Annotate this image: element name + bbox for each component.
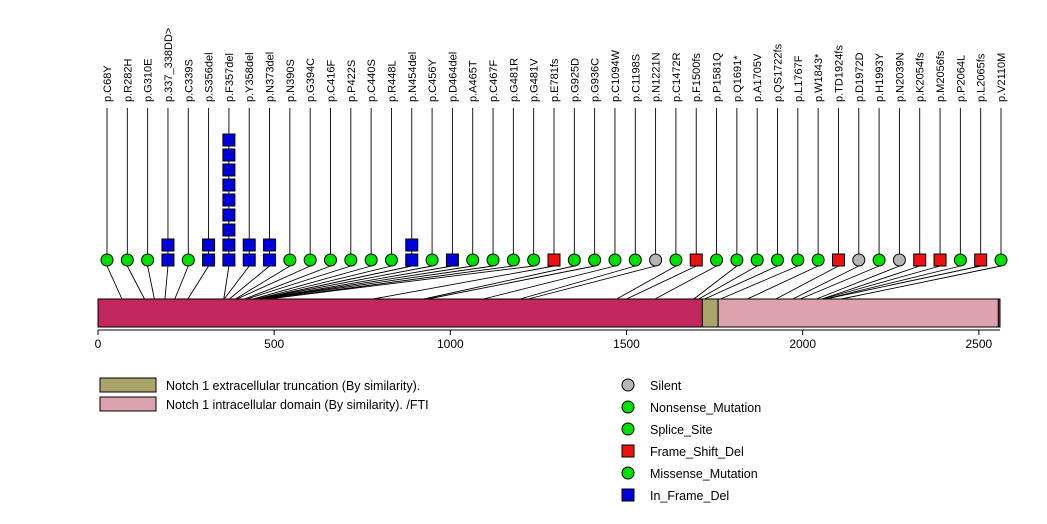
mutation-glyph-square[interactable] — [243, 239, 255, 251]
mutation-label: p.R448L — [386, 60, 399, 102]
mutation-label: p.P2064L — [955, 54, 968, 102]
mutation-glyph-circle[interactable] — [325, 254, 337, 266]
mutation-glyph-circle[interactable] — [670, 254, 682, 266]
mutation-glyph-square[interactable] — [406, 254, 418, 266]
mutation-glyph-square[interactable] — [406, 239, 418, 251]
x-axis-tick-label: 0 — [94, 337, 102, 351]
mutation-glyph-circle[interactable] — [792, 254, 804, 266]
mutation-label: p.L2065fs — [975, 53, 988, 102]
x-axis-tick-label: 1500 — [613, 337, 640, 351]
mutation-label: p.L1767F — [792, 55, 805, 102]
mutation-label: p.C416F — [325, 59, 338, 102]
mutation-glyph-square[interactable] — [223, 224, 235, 236]
mutation-label: p.P422S — [345, 59, 358, 102]
legend-mutation-swatch[interactable] — [622, 401, 634, 413]
mutation-glyph-square[interactable] — [162, 239, 174, 251]
mutation-label: p.C456Y — [427, 59, 440, 102]
mutation-glyph-circle[interactable] — [528, 254, 540, 266]
mutation-label: p.F1500fs — [691, 53, 704, 102]
mutation-label: p.N1221N — [650, 52, 663, 102]
mutation-label: p.K2054fs — [914, 52, 927, 102]
mutation-glyph-circle[interactable] — [772, 254, 784, 266]
mutation-marker-group[interactable] — [162, 28, 175, 299]
mutation-label: p.F357del — [223, 53, 236, 102]
mutation-connector — [175, 266, 188, 299]
legend-mutation-swatch[interactable] — [622, 467, 634, 479]
mutation-label: p.N390S — [284, 59, 297, 102]
mutation-label: p.H1993Y — [874, 53, 887, 102]
mutation-label: p.N373del — [264, 51, 277, 102]
mutation-glyph-square[interactable] — [223, 239, 235, 251]
mutation-label: p.D464del — [447, 51, 460, 102]
mutation-glyph-circle[interactable] — [711, 254, 723, 266]
legend-mutation-swatch[interactable] — [622, 379, 634, 391]
x-axis-tick-label: 2500 — [965, 337, 993, 351]
mutation-glyph-circle[interactable] — [995, 254, 1007, 266]
mutation-label: p.P1581Q — [711, 52, 724, 102]
legend-domain-swatch[interactable] — [100, 397, 156, 411]
legend-mutation-swatch[interactable] — [622, 489, 634, 501]
mutation-connector — [428, 266, 595, 299]
mutation-label: p.W1843* — [813, 53, 826, 102]
mutation-connector — [825, 266, 960, 299]
legend-mutation-label: Missense_Mutation — [650, 467, 758, 481]
mutation-label: p.QS1722fs — [772, 43, 785, 102]
mutation-glyph-circle[interactable] — [731, 254, 743, 266]
legend-mutation-label: Splice_Site — [650, 423, 713, 437]
mutation-label: p.N2039N — [894, 52, 907, 102]
mutation-glyph-square[interactable] — [934, 254, 946, 266]
mutation-label: p.S356del — [203, 52, 216, 102]
mutation-connector — [520, 266, 635, 299]
mutation-marker-group[interactable] — [776, 45, 846, 299]
mutation-glyph-circle[interactable] — [751, 254, 763, 266]
mutation-glyph-square[interactable] — [690, 254, 702, 266]
mutation-label: p.Q1691* — [731, 55, 744, 102]
mutation-glyph-square[interactable] — [223, 209, 235, 221]
mutation-marker-group[interactable] — [655, 52, 723, 299]
mutation-label: p.G481V — [528, 58, 541, 102]
mutation-connector — [617, 266, 676, 299]
legend-mutation-label: Silent — [650, 379, 682, 393]
mutation-connector — [253, 266, 371, 299]
mutation-connector — [259, 266, 432, 299]
mutation-glyph-circle[interactable] — [629, 254, 641, 266]
mutation-glyph-square[interactable] — [975, 254, 987, 266]
mutation-label: p.G925D — [569, 57, 582, 102]
mutation-glyph-square[interactable] — [914, 254, 926, 266]
mutation-glyph-square[interactable] — [223, 194, 235, 206]
mutation-connector — [165, 266, 168, 299]
protein-domain-0[interactable] — [702, 299, 718, 327]
mutation-label: p.TD1924fs — [833, 45, 846, 102]
mutation-glyph-square[interactable] — [548, 254, 560, 266]
mutation-label: p.V2110M — [996, 52, 1008, 102]
mutation-glyph-square[interactable] — [832, 254, 844, 266]
mutation-label: p.Y358del — [244, 52, 257, 102]
mutation-label: p.C467F — [488, 59, 501, 102]
mutation-connector — [256, 266, 392, 299]
mutation-glyph-square[interactable] — [203, 254, 215, 266]
mutation-label: p.E781fs — [549, 58, 561, 102]
legend-domain-label: Notch 1 extracellular truncation (By similarity). — [166, 379, 421, 393]
mutation-glyph-square[interactable] — [203, 239, 215, 251]
mutation-marker-group[interactable] — [175, 59, 195, 299]
mutation-glyph-circle[interactable] — [345, 254, 357, 266]
mutation-glyph-circle[interactable] — [182, 254, 194, 266]
mutation-glyph-circle[interactable] — [954, 254, 966, 266]
mutation-label: p.G481R — [508, 57, 521, 102]
legend-mutation-label: In_Frame_Del — [650, 489, 730, 503]
mutation-glyph-square[interactable] — [223, 134, 235, 146]
mutation-marker-group[interactable] — [121, 59, 144, 299]
mutation-glyph-square[interactable] — [264, 254, 276, 266]
legend-mutation-swatch[interactable] — [622, 423, 634, 435]
mutation-glyph-square[interactable] — [264, 239, 276, 251]
mutation-label: p.C339S — [183, 59, 196, 102]
mutation-glyph-square[interactable] — [243, 254, 255, 266]
mutation-glyph-circle[interactable] — [812, 254, 824, 266]
mutation-glyph-circle[interactable] — [101, 254, 113, 266]
mutation-label: p.C440S — [366, 59, 379, 102]
legend-mutation-label: Nonsense_Mutation — [650, 401, 762, 415]
mutation-glyph-circle[interactable] — [589, 254, 601, 266]
mutation-glyph-circle[interactable] — [304, 254, 316, 266]
mutation-connector — [107, 266, 122, 299]
mutation-label: p.M2056fs — [935, 50, 948, 102]
mutation-glyph-circle[interactable] — [893, 254, 905, 266]
mutation-connector — [148, 266, 155, 299]
mutation-label: p.G936C — [589, 57, 602, 102]
x-axis-tick-label: 2000 — [789, 337, 817, 351]
mutation-glyph-square[interactable] — [223, 179, 235, 191]
mutation-connector — [263, 266, 494, 299]
mutation-marker-group[interactable] — [223, 53, 236, 299]
mutation-label: p.C1198S — [630, 53, 643, 102]
mutation-label: p.G310E — [142, 58, 155, 102]
mutation-label: p.D1972D — [853, 52, 866, 102]
legend-domain-swatch[interactable] — [100, 378, 156, 392]
mutation-label: p.C1472R — [670, 52, 683, 102]
mutation-label: p.A1705V — [752, 53, 765, 102]
mutation-label: p.C68Y — [102, 65, 114, 102]
mutation-marker-group[interactable] — [263, 57, 501, 299]
mutation-marker-group[interactable] — [101, 65, 122, 299]
mutation-glyph-circle[interactable] — [609, 254, 621, 266]
mutation-glyph-circle[interactable] — [121, 254, 133, 266]
mutation-label: p.R282H — [122, 58, 135, 102]
mutation-glyph-square[interactable] — [223, 254, 235, 266]
legend-domain-label: Notch 1 intracellular domain (By similarity). /FTI — [166, 398, 429, 412]
mutation-glyph-circle[interactable] — [284, 254, 296, 266]
protein-domain-1[interactable] — [718, 299, 998, 327]
mutation-connector — [483, 266, 614, 299]
mutation-connector — [261, 266, 452, 299]
mutation-label: p.G394C — [305, 57, 318, 102]
mutation-glyph-circle[interactable] — [365, 254, 377, 266]
mutation-glyph-square[interactable] — [162, 254, 174, 266]
mutation-label: p.C1094W — [609, 50, 622, 102]
mutation-glyph-circle[interactable] — [853, 254, 865, 266]
mutation-glyph-circle[interactable] — [873, 254, 885, 266]
mutation-glyph-circle[interactable] — [426, 254, 438, 266]
mutation-glyph-circle[interactable] — [507, 254, 519, 266]
mutation-glyph-square[interactable] — [446, 254, 458, 266]
mutation-connector — [188, 266, 209, 299]
mutation-label: p.337_338DD> — [162, 27, 175, 102]
mutation-marker-group[interactable] — [142, 59, 155, 299]
mutation-glyph-circle[interactable] — [650, 254, 662, 266]
mutation-glyph-circle[interactable] — [487, 254, 499, 266]
x-axis-tick-label: 500 — [264, 337, 285, 351]
legend-mutation-swatch[interactable] — [622, 445, 634, 457]
mutation-glyph-square[interactable] — [223, 164, 235, 176]
mutation-glyph-circle[interactable] — [385, 254, 397, 266]
legend-mutation-label: Frame_Shift_Del — [650, 445, 744, 459]
mutation-glyph-circle[interactable] — [467, 254, 479, 266]
mutation-label: p.N454del — [406, 51, 419, 102]
x-axis-tick-label: 1000 — [436, 337, 464, 351]
mutation-connector — [262, 266, 473, 299]
mutation-glyph-circle[interactable] — [568, 254, 580, 266]
mutation-connector — [424, 266, 574, 299]
mutation-connector — [127, 266, 144, 299]
mutation-glyph-square[interactable] — [223, 149, 235, 161]
mutation-label: p.A465T — [467, 60, 480, 102]
mutation-glyph-circle[interactable] — [142, 254, 154, 266]
